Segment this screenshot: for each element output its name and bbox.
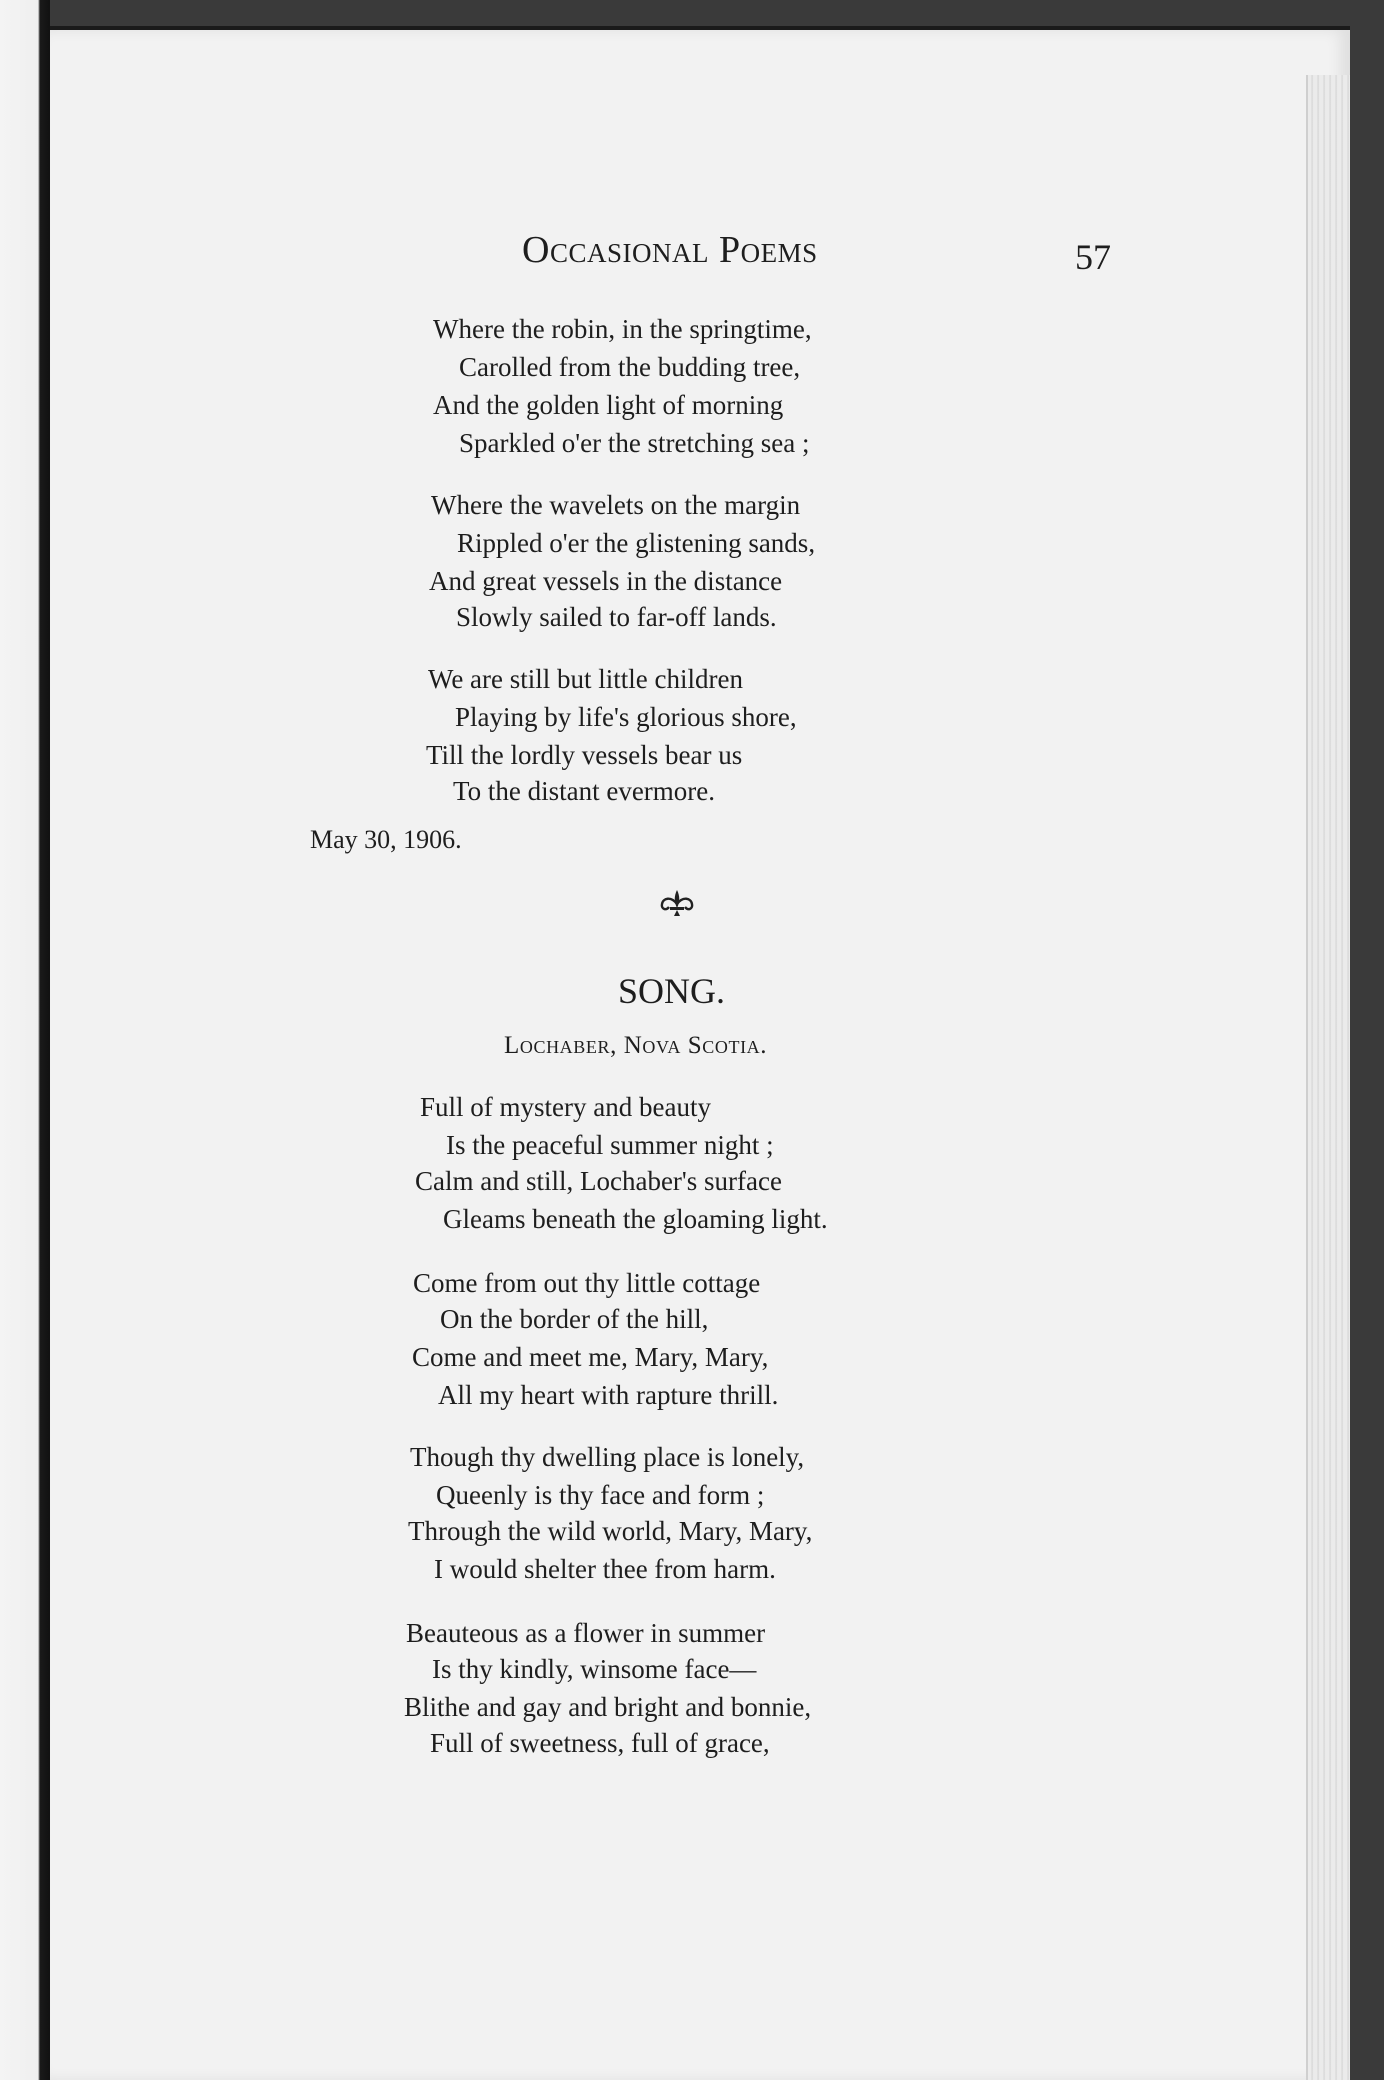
fleuron-icon xyxy=(657,888,697,918)
poem-line: Where the robin, in the springtime, xyxy=(433,314,812,344)
poem-line: Where the wavelets on the margin xyxy=(431,490,801,520)
song-subtitle: Lochaber, Nova Scotia. xyxy=(504,1032,768,1059)
page-number: 57 xyxy=(1075,237,1111,277)
poem-line: Beauteous as a flower in summer xyxy=(406,1618,766,1648)
poem-line: On the border of the hill, xyxy=(440,1304,709,1334)
binding-edge xyxy=(0,0,50,2080)
poem-line: Full of mystery and beauty xyxy=(420,1092,711,1122)
poem-line: Calm and still, Lochaber's surface xyxy=(415,1166,782,1196)
poem-line: And the golden light of morning xyxy=(433,390,784,420)
poem-line: We are still but little children xyxy=(428,664,743,694)
poem-line: Queenly is thy face and form ; xyxy=(436,1480,765,1510)
poem-line: Come from out thy little cottage xyxy=(413,1268,761,1298)
running-head: Occasional Poems xyxy=(522,229,818,271)
poem-line: Though thy dwelling place is lonely, xyxy=(410,1442,805,1472)
poem-line: And great vessels in the distance xyxy=(429,566,783,596)
poem-line: Full of sweetness, full of grace, xyxy=(430,1728,770,1758)
poem-line: Gleams beneath the gloaming light. xyxy=(443,1204,828,1234)
song-title: SONG. xyxy=(618,971,726,1011)
poem-line: Sparkled o'er the stretching sea ; xyxy=(459,428,810,458)
poem-line: To the distant evermore. xyxy=(453,776,716,806)
poem-line: Blithe and gay and bright and bonnie, xyxy=(404,1692,812,1722)
poem-line: Till the lordly vessels bear us xyxy=(426,740,743,770)
poem-line: Come and meet me, Mary, Mary, xyxy=(412,1342,769,1372)
poem-line: Carolled from the budding tree, xyxy=(459,352,801,382)
poem-line: Slowly sailed to far-off lands. xyxy=(456,602,777,632)
poem-line: Through the wild world, Mary, Mary, xyxy=(408,1516,813,1546)
poem-line: Is the peaceful summer night ; xyxy=(446,1130,774,1160)
poem-line: All my heart with rapture thrill. xyxy=(438,1380,779,1410)
poem-line: Playing by life's glorious shore, xyxy=(455,702,797,732)
poem-line: I would shelter thee from harm. xyxy=(434,1554,776,1584)
poem-line: Is thy kindly, winsome face— xyxy=(432,1654,757,1684)
page-stack-edge xyxy=(1306,75,1350,2080)
poem-date: May 30, 1906. xyxy=(310,825,462,854)
poem-line: Rippled o'er the glistening sands, xyxy=(457,528,816,558)
